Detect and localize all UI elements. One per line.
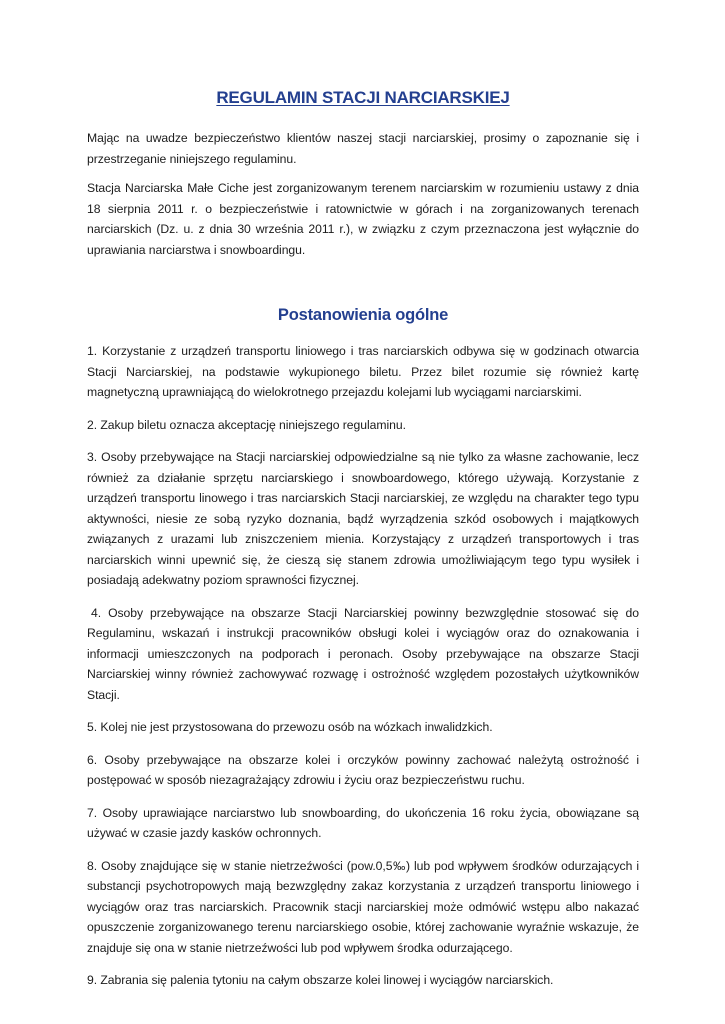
rule-paragraph: 2. Zakup biletu oznacza akceptację niniejszego regulaminu. — [87, 417, 406, 432]
rule-paragraph: 3. Osoby przebywające na Stacji narciarskiej odpowiedzialne są nie tylko za własne zachowanie, lecz również za działanie sprzętu narciarskiego i snowboardowego, którego używają. Korzystanie z urządzeń transportu linowego i tras narciarskich Stacji narciarskiej, ze względu na charakter tego typu aktywności, niesie ze sobą ryzyko doznania, bądź wyrządzenia szkód osobowych i majątkowych związanych z urazami lub zniszczeniem mienia. Korzystający z urządzeń transportowych i tras narciarskich winni upewnić się, że cieszą się stanem zdrowia umożliwiającym tego typu wysiłek i posiadają adekwatny poziom sprawności fizycznej. — [87, 450, 639, 587]
rule-paragraph: 5. Kolej nie jest przystosowana do przewozu osób na wózkach inwalidzkich. — [87, 720, 493, 734]
intro-paragraph: Mając na uwadze bezpieczeństwo klientów naszej stacji narciarskiej, prosimy o zapoznanie się i przestrzeganie niniejszego regulaminu. — [87, 131, 639, 166]
rule-paragraph: 4. Osoby przebywające na obszarze Stacji Narciarskiej powinny bezwzględnie stosować się do Regulaminu, wskazań i instrukcji pracowników obsługi kolei i wyciągów oraz do oznakowania i informacji umieszczonych na podporach i peronach. Osoby przebywające na obszarze Stacji Narciarskiej winny również zachowywać rozwagę i ostrożność względem pozostałych użytkowników Stacji. — [87, 605, 639, 702]
rule-paragraph: 1. Korzystanie z urządzeń transportu liniowego i tras narciarskich odbywa się w godzinach otwarcia Stacji Narciarskiej, na podstawie wykupionego biletu. Przez bilet rozumie się również kartę magnetyczną uprawniającą do wielokrotnego przejazdu kolejami lub wyciągami narciarskimi. — [87, 344, 639, 399]
document-title: REGULAMIN STACJI NARCIARSKIEJ — [216, 88, 510, 107]
rule-paragraph: 7. Osoby uprawiające narciarstwo lub snowboarding, do ukończenia 16 roku życia, obowiązane są używać w czasie jazdy kasków ochronnych. — [87, 805, 639, 840]
section-title: Postanowienia ogólne — [277, 306, 449, 324]
rule-paragraph: 6. Osoby przebywające na obszarze kolei i orczyków powinny zachować należytą ostrożność i postępować w sposób niezagrażający zdrowiu i życiu oraz bezpieczeństwu ruchu. — [87, 752, 639, 787]
rule-paragraph: 8. Osoby znajdujące się w stanie nietrzeźwości (pow.0,5‰) lub pod wpływem środków odurzających i substancji psychotropowych mają bezwzględny zakaz korzystania z urządzeń transportu liniowego i wyciągów oraz tras narciarskich. Pracownik stacji narciarskiej może odmówić wstępu albo nakazać opuszczenie zorganizowanego terenu narciarskiego osobie, której zachowanie wyraźnie wskazuje, że znajduje się ona w stanie nietrzeźwości lub pod wpływem środka odurzającego. — [87, 858, 639, 955]
intro-paragraph: Stacja Narciarska Małe Ciche jest zorganizowanym terenem narciarskim w rozumieniu ustawy z dnia 18 sierpnia 2011 r. o bezpieczeństwie i ratownictwie w górach i na zorganizowanych terenach narciarskich (Dz. u. z dnia 30 września 2011 r.), w związku z czym przeznaczona jest wyłącznie do uprawiania narciarstwa i snowboardingu. — [87, 181, 639, 257]
rule-paragraph: 9. Zabrania się palenia tytoniu na całym obszarze kolei linowej i wyciągów narciarskich. — [87, 973, 554, 987]
